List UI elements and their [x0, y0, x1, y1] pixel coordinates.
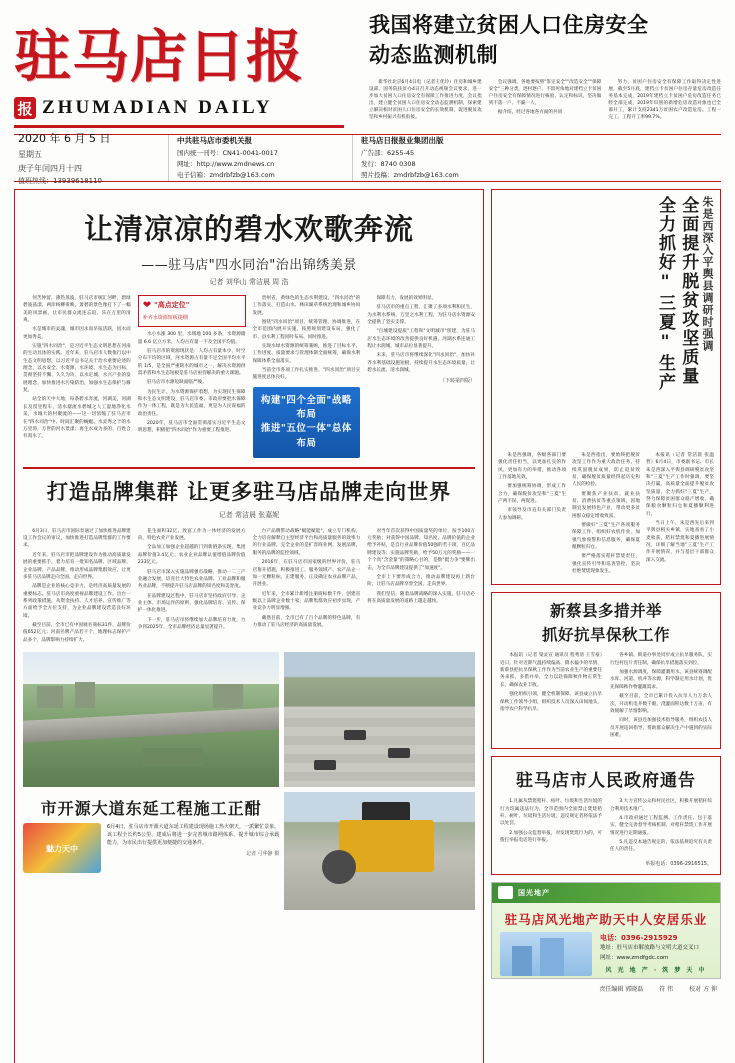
- photo-row-top: [23, 652, 475, 787]
- article2-para: 品牌是企业的核心竞争力，是经济高质量发展的重要标志。驻马店市高度重视品牌建设工作，出台一系列政策措施，从资金扶持、人才培养、宣传推广等方面给予全方位支持，为企业品牌建设营造良好环境。: [23, 584, 131, 619]
- article2-body: [23, 528, 475, 646]
- masthead-brand: [14, 10, 359, 130]
- heart-icon: ❤: [142, 299, 152, 311]
- photo-highway: [284, 652, 475, 787]
- vertical-para: 朱是西指出，要始终把脱贫攻坚工作作为重大政治任务，持续巩固脱贫成果，防止返贫致贫，确保脱贫质量经得起历史和人民的检验。: [572, 453, 640, 488]
- article1-col-2: [138, 295, 246, 458]
- ad-brand-icon: [498, 886, 513, 899]
- lead-col-2: [489, 79, 602, 124]
- kicker-line2: 补齐水资源短板提纲: [142, 315, 188, 322]
- publisher-line: 电子信箱：zmdrbfzb@163.com: [177, 171, 275, 180]
- organization-block: [352, 135, 721, 182]
- article2-para: 6月3日，驻马店市国际泵通过了加快推进品牌建设工作会议的审议，加快推进打造品牌集群的工作要求。: [23, 528, 131, 549]
- photo-caption-title: 市开源大道东延工程施工正酣: [40, 798, 262, 818]
- vertical-article-body: [498, 452, 714, 578]
- brand-logo-icon: [23, 823, 101, 873]
- lead-body: [369, 79, 721, 124]
- lead-article: [359, 10, 721, 130]
- article1-para: 水是城市的灵魂，城市因水而早报活跃，因水而更加秀美。: [23, 327, 131, 340]
- ad-address: 地址：驻马店市解放路与文明大道交叉口: [600, 944, 700, 951]
- vertical-col-1: [646, 452, 714, 578]
- caption-wrap: [23, 823, 279, 873]
- notice-col-2: [610, 798, 712, 855]
- organization-line: 发行：8740 0308: [361, 160, 416, 169]
- vertical-col-2: [572, 452, 640, 578]
- article1-para: 实施"四水同治"，是习近平生态文明思想在河南的生动具体的实践。近年来，驻马店市人数推行以中生态文明思想，以习近平总书记关于治水重要论述的理念，以水安全、水资源、水环境、水生态为目标，贯彻坚持不懈、久久为功、以水定城、水兴产业的发展理念，加快推进水污染防治，加强水生态保护与修复。: [23, 344, 131, 394]
- masthead-info-strip: [14, 132, 721, 185]
- lead-headline-line1: 我国将建立贫困人口住房安全: [369, 13, 649, 37]
- right-column: [491, 189, 721, 1063]
- photo-building: [75, 682, 95, 708]
- ad-phone: 电话：0396-2915929: [600, 933, 678, 942]
- article3-para: 加强水源调度，保障灌溉用水。该县统筹调配水库、河道、机井等水源，科学制定用水计划，优先保障秋作物灌溉需求。: [610, 670, 712, 690]
- left-column: [14, 189, 484, 1063]
- article3-para: 强化组织引领，健全机制保障。该县成立抗旱保秋工作领导小组，组织技术人员深入田间地头，指导农户科学抗旱。: [500, 692, 602, 712]
- caption-block: [23, 792, 279, 873]
- article1-col-4: [367, 295, 475, 458]
- article2-headline: 打造品牌集群 让更多驻马店品牌走向世界: [46, 478, 452, 504]
- notice-para: 1.凡属从禁烧秸秆、枯叶、垃圾和生活垃圾的行为均属违法行为，全市范围内全面禁止焚烧秸秆、树叶、垃圾和生活垃圾，违反规定者将依法予以处罚。: [500, 799, 602, 827]
- lead-col-3: [608, 79, 721, 124]
- photo-vehicle: [314, 760, 336, 770]
- lead-para: 努力，贫困户住房安全有保障工作取得决定性进展，截至5月底，建档立卡贫困户住房存量危房改造任务基本完成，2019年建档立卡贫困户危房改造任务已经全部完成，2019年识别的新增危房改造对象也已全部开工，累计支持2341万贫困农户改造危房。工程一完工、工程开工率99.7%。: [608, 79, 722, 121]
- kicker-title-row: [143, 300, 241, 311]
- issue-date-block: [14, 130, 168, 186]
- article1-subhead: ——驻马店"四水同治"治出锦绣美景: [141, 258, 357, 273]
- slogan-line1: 构建"四个全面"战略布局: [260, 394, 352, 421]
- article1-para: 未来，驻马店市将继续深化"四水同治"，加快补齐水利基础设施短板，持续提升水生态环境质量，让碧水长流、清水润城。: [367, 353, 475, 374]
- article2-col-4: [367, 528, 475, 646]
- publisher-block: [168, 135, 352, 182]
- article1-para: "百城建设提质"工程和"文明城市"创建，为驻马店水生态环境的改善提供良好机遇，河湖水系连通工程让水润城，城市品位显著提升。: [367, 329, 475, 350]
- photo-building: [37, 686, 63, 708]
- section-kicker-box: [138, 295, 246, 327]
- page-inner: [14, 10, 721, 1053]
- masthead: [14, 10, 721, 130]
- ad-brand-name: 国光地产: [518, 888, 550, 897]
- article1-headline: 让清凉凉的碧水欢歌奔流: [83, 212, 414, 246]
- article1-continuation: （下转第四版）: [439, 378, 475, 385]
- vertical-col-3: [498, 452, 566, 578]
- ad-building-image: [500, 932, 592, 976]
- ad-slogan: 驻马店风光地产助天中人安居乐业: [504, 911, 708, 927]
- article1-para: 围绕"四水同治"项目，统筹管理、协调推进，在全市范围内展开实施，按照规划建设布局，强化了市、县水利工程同时布局、同时推进。: [252, 320, 361, 340]
- photo-caption-text: 6月4日，驻马店市开源大道东延工程建设现场施工热火朝天，一派繁忙景象。该工程全长约5公里，建成后将进一步完善城市路网体系，提升城市综合承载能力，为市民出行提供更加便捷的交通条件。: [107, 823, 280, 846]
- article1-para: 驻马店市的资源现状是：人均占有量本少、时空分布不均的区域，河水资源占有量不足全国平均水平的 1/5，是全国严重缺水的城市之一，解决水资源供需矛盾和水生态短板是驻马店亟待解决的重大课题。: [137, 348, 246, 376]
- vertical-para: 当日上午，朱是西先后来到平舆县相关乡镇，实地查看了小麦收获、秸秆禁烧和夏播进展情况，详细了解当地"三夏"生产工作开展情况，并与基层干部群众深入交流。: [646, 521, 714, 563]
- ad-contact-info: [592, 932, 712, 977]
- organization-line: 照片投稿：zmdrbfzb@163.com: [361, 171, 459, 180]
- lead-para: 新华社北京6月4日电（记者王优玲）住房和城乡建设部、国务院扶贫办4日召开动态视频会议要求，进一步加大贫困人口住房安全有保障工作推进力度，会议指出，建立健全贫困人口住房安全动态监测机制，探索建立解决相对贫困人口住房安全的长效机制，促进脱贫攻坚和乡村振兴有机衔接。: [369, 79, 482, 121]
- publisher-line: 网址：http://www.zmdnews.cn: [177, 160, 275, 169]
- ad-tagline: 风 光 地 产 · 筑 梦 天 中: [605, 967, 707, 975]
- photo-lanes: [284, 709, 475, 787]
- ad-header: [492, 883, 720, 903]
- notice-col-1: [500, 798, 602, 855]
- article2-para: 截至目前，全市已有中国驰名商标31件、品牌价值652亿元；河南名牌产品若干个，地理标志保护产品多个，品牌影响力持续扩大。: [23, 622, 131, 643]
- photo-row-bottom: [23, 792, 475, 910]
- publisher-title: 中共驻马店市委机关报: [177, 135, 252, 145]
- lead-para: 据介绍，经过各地各方面的共同: [497, 110, 563, 116]
- article1-para: 贵州省，黄绿色的生态水利建设，"四水同治"的工作落实，打造山水、林田湖草系统治理和城乡协同发展。: [252, 296, 361, 316]
- article1-para: 保障有力，发展的效果明显。: [376, 296, 437, 301]
- article3-para: 同时，该县还加强技术指导服务，组织农技人员开展巡回指导，帮助群众解决生产中遇到的实际困难。: [610, 718, 712, 738]
- article2-byline: 记者 常洁晨 张嘉妮: [218, 510, 280, 519]
- page-footer: [491, 984, 721, 993]
- footer-proofreader: 校对 方 伸: [689, 985, 717, 993]
- government-notice: [491, 756, 721, 874]
- article1-col-1: [23, 295, 131, 458]
- photo-city-aerial: [23, 652, 279, 787]
- notice-para: 4.市政府通过工程监测、工作责任、包干落实，健全完善督导考核机制，对秸秆禁烧工作开展情况进行定期通报。: [610, 815, 712, 836]
- article2-para: 对当年首次获得中国质量奖的单位，按予100万元奖励；对获得中国品牌、知名度、品牌价值的企业给予补贴，是自行业品牌价值50强的若干项，百亿品牌建设等；实施品牌奖励，给予50万元的奖励——一个个真"含金量"的策略心甘的，是数"挺力争"要牌出击，为全市品牌建设提供了"加速度"。: [367, 528, 475, 571]
- photo-road-roller: [284, 792, 475, 910]
- article3-para: 各乡镇、街道办事处同步成立抗旱服务队，实行包村包片责任制，确保抗旱措施落实到位。: [610, 653, 712, 666]
- article1-para: 为民生计，为水资源保护着想，为实现民生保障和水生态文明建设，驻马店市委、市政府要把水保障作为一体工程，既是为大民造福，更是为人民谋福的政治责任。: [137, 389, 246, 417]
- article1-para: 何苦仲留，薄热蒸波，驻马店市统汇河畔，碧绿碧波荡漾，两岸杨柳垂映，萧碧的景色像打下了一幅美的风景画，让市民群众流连忘返，乐在万里的清爽。: [23, 296, 131, 324]
- article2-para: 台产品牌带动战略"赋能赋能"，成立专门机构，全力培育解释自主型经济平台和高质量服务的效率力的行业品牌，完全企业的是扩容商业网、发展品牌，服务的品牌的监控领域。: [252, 528, 361, 556]
- footer-editor: 责任编辑 郭晓磊: [599, 985, 644, 993]
- vertical-para: 本报讯（记者 常洁晨 张温哲）6月4日，市委副书记、市长朱是西深入平舆县调研脱贫攻坚和"三夏"生产工作时强调，要坚决打赢、高质量全面提升脱贫攻坚质量，全力抓好"三夏"生产，努力保障贫困群众稳产增收，确保粮食颗粒归仓和夏播顺利进行。: [646, 453, 714, 517]
- notice-para: 2.加强公众监督举报，对发现焚烧行为的，可拨打举报电话进行举报。: [500, 830, 602, 843]
- article2-para: 下一步，驻马店市将继续加大品牌培育力度，力争到2025年，全市品牌经济总量显著提升。: [137, 617, 246, 630]
- publisher-line: 国内统一刊号：CN41-0041-0017: [177, 149, 278, 158]
- photo-credit: 记者 弓华静 摄: [246, 850, 280, 857]
- article2-col-3: [253, 528, 361, 646]
- ad-content: [492, 928, 720, 977]
- slogan-banner: [253, 387, 361, 458]
- article2-col-1: [23, 528, 131, 646]
- article2-para: 我们坚信，随着品牌战略的深入实施，驻马店必将在高质量发展的道路上越走越快。: [367, 591, 475, 604]
- vertical-headline-group: [498, 196, 714, 446]
- article2-col-2: [138, 528, 246, 646]
- divider: [23, 467, 475, 469]
- issue-weekday: 星期五: [18, 150, 42, 159]
- kicker-line1: "高点定位": [154, 301, 190, 309]
- article1-para: 水小水涨 300 里，水域地 100 多条，水资源储量 6.6 亿立方米，人均占有量一不及全国平均值。: [137, 332, 246, 345]
- vertical-para: 市领导及市直有关部门负责人参加调研。: [498, 508, 566, 521]
- article3-para: 本报讯（记者 梁灵宣 通讯员 程秀清 王雪豪）近日，针对近期气温持续偏高、降水偏少的旱情，新蔡县把抗旱保秋工作作为当前农业生产的重要任务来抓，多措并举，全力以赴保障秋作物正常生长，确保农业丰收。: [500, 653, 602, 688]
- lead-para: 会议强调，各地要按照"鉴定安全""改造安全""保障安全"三种分类，逐村逐户、不留死角地对建档立卡贫困户住房安全有保障情况进行核验、认定和标识，坚决做到不落一户、不漏一人。: [488, 79, 602, 107]
- article1-body: [23, 295, 475, 458]
- notice-para: 3.大力宣传公众和村民社区，积极开展秸秆综合利用技术推广。: [610, 799, 712, 812]
- notice-contact: 举报电话：0396-2916515。: [645, 860, 712, 867]
- photo-building: [213, 684, 243, 708]
- photo-sky: [23, 652, 279, 684]
- article1-para: 当前全市各项工作扎实推进，"四水同治"项目实施进度总体良好。: [252, 368, 361, 381]
- article2-para: 2016年，在驻马店市国家级的世界评价，驻马店推开措施，积极推进工、服务领域产、农产品企一加一无颗粒标，正建服务、正及确定农业品牌产品，开展业。: [252, 560, 361, 588]
- article2-para: 驻马店市深入实施品牌强市战略，推动一二三产业融合发展，培育壮大特色农业品牌、工业品牌和服务业品牌，不断提升驻马店品牌的知名度和美誉度。: [137, 569, 246, 590]
- notice-body: [500, 798, 712, 855]
- article2-para: 全品加工加强企业超越的门到新链条实现，集团品牌价值3.4亿元；农业企业品牌认值增值品牌价值233亿元。: [137, 545, 246, 566]
- lead-col-1: [369, 79, 482, 124]
- article3-body: [500, 652, 712, 741]
- content-grid: [14, 189, 721, 1063]
- slogan-line2: 推进"五位一体"总体布局: [260, 423, 352, 449]
- newspaper-title: 驻马店日报: [14, 23, 304, 90]
- photo-field: [143, 748, 203, 766]
- advertisement[interactable]: [491, 882, 721, 979]
- footer-layout: 符 伟: [659, 985, 674, 993]
- article3-headline-line2: 抓好抗旱保秋工作: [541, 624, 670, 644]
- photo-road: [23, 707, 279, 742]
- article1-para: 站全的天中大地，每条碧水奔流，河湖美，河湖长及留里程车，清水潺流水碧城之人工湿地净化水采，水城大的村聚流的——这一切浓缩了驻马店市在"四水同治"中、时间汇聚的蜿蜒、水灵秀之于的水万里湾，万世的河水景漾；再生水成为多的、百姓合有渴水了。: [23, 397, 131, 440]
- brand-logo-text: 魅力天中: [46, 844, 78, 854]
- article3-col-2: [610, 652, 712, 741]
- article3: [491, 592, 721, 750]
- caption-text-wrap: [107, 823, 279, 857]
- vertical-para: 要加强统筹协调，形成工作合力，确保脱贫攻坚和"三夏"生产两不误、两促进。: [498, 484, 566, 505]
- article2-para: 在品牌建设过程中，驻马店市坚持政府引导、企业主体、市场运作的原则，强化品牌培育、宣传、保护一体化推进。: [137, 593, 246, 614]
- article1-para: 驻马店市水源短缺面临严峻。: [146, 380, 207, 386]
- issue-hotline: 值班热线：13939618110: [18, 177, 102, 185]
- article1-byline: 记者 刘华山 常洁晨 周 浩: [209, 278, 289, 286]
- article2-para: 戴然目前，全市已有了百个品牌的特色品牌，有力推动了驻马店经济的高质量发展。: [252, 615, 361, 628]
- vertical-para: 要做好"三夏"生产各项服务保障工作，组织好农机作业，加强气象预警和信息服务，确保夏粮颗粒归仓。: [572, 523, 640, 551]
- article1-para: 实现水绿水资源的统筹兼顾，推进了目标水平、工作进度、质量要求与管理体制全面统筹，确保水利保障体系全面落实。: [252, 344, 361, 364]
- ad-website: 网址：www.zmdfgdc.com: [600, 954, 669, 961]
- organization-title: 驻马店日报报业集团出版: [361, 135, 444, 145]
- article3-headline-line1: 新蔡县多措并举: [549, 600, 662, 620]
- masthead-pinyin-row: [14, 97, 359, 119]
- vertical-kicker: 朱是西深入平舆县调研时强调: [701, 196, 714, 352]
- article2-para: 全市上下要形成合力，推动品牌建设再上新台阶，让驻马店品牌享誉全国、走向世界。: [367, 574, 475, 588]
- vertical-para: 要严格落实秸秆禁烧责任，强化宣传引导和巡查管控，坚决杜绝焚烧现象发生。: [572, 554, 640, 575]
- organization-line: 广告部：6255-45: [361, 149, 415, 158]
- photo-vehicle: [388, 748, 410, 758]
- vertical-headline-1: 全面提升脱贫攻坚质量: [678, 196, 699, 386]
- vertical-para: 要聚焦产业扶贫、就业扶贫、消费扶贫等重点领域，因地制宜发展特色产业，带动更多贫困群众稳定增收致富。: [572, 491, 640, 519]
- article2-para: 花生面积32亿，致富工作为一体经济的发展方向，特色农业产业发展。: [137, 528, 246, 542]
- issue-lunar: 庚子年闰四月十四: [18, 164, 82, 173]
- photo-group: [23, 652, 475, 910]
- article1-col-3: [253, 295, 361, 458]
- photo-roller-drum: [322, 850, 356, 884]
- article3-para: 截至目前，全市已累计投入抗旱人力万余人次，开动机电井数千眼，浇灌面积达数十万亩，有效缓解了旱情影响。: [610, 694, 712, 714]
- notice-title: 驻马店市人民政府通告: [516, 771, 696, 792]
- photo-vehicle: [344, 730, 366, 740]
- masthead-rule: [14, 125, 344, 128]
- vertical-headline-2: 全力抓好"三夏"生产: [655, 196, 675, 392]
- seal-icon: 报: [14, 97, 36, 119]
- article2-para: 近年来，全市累计新增注册商标数千件，创建省级以上品牌企业数十家，品牌集群效应初步显现，产业竞争力明显增强。: [252, 591, 361, 612]
- article1-para: 2020年，驻马店市全面贯彻落实习近平生态文明思想，积极把"四水同治"作为重要工程推进。: [137, 420, 246, 434]
- lead-headline-line2: 动态监测机制: [369, 43, 498, 68]
- article1-para: 驻马店市的重点工程，汇聚了多项水利和民生，为水利水系统、万里之水利工程，为驻马店水资源安全提供了坚实支撑。: [367, 305, 475, 326]
- notice-para: 5.凡违反本通告规定的，依法依规追究有关责任人的责任。: [610, 839, 712, 853]
- newspaper-pinyin: ZHUMADIAN DAILY: [42, 97, 273, 118]
- issue-date: 2020 年 6 月 5 日: [18, 132, 111, 145]
- vertical-para: 朱是西强调，各级各部门要强化责任担当，以更加扎实的作风、更加有力的举措，推动各项工作落地见效。: [498, 453, 566, 481]
- vertical-article: [491, 189, 721, 585]
- article2-para: 近年来，驻马店市把品牌建设作为推动高质量发展的重要抓手，着力培育一批知名品牌、区域品牌、企业品牌、产品品牌，推动形成品牌集群效应，让更多驻马店品牌走向全国、走向世界。: [23, 552, 131, 580]
- article3-col-1: [500, 652, 602, 741]
